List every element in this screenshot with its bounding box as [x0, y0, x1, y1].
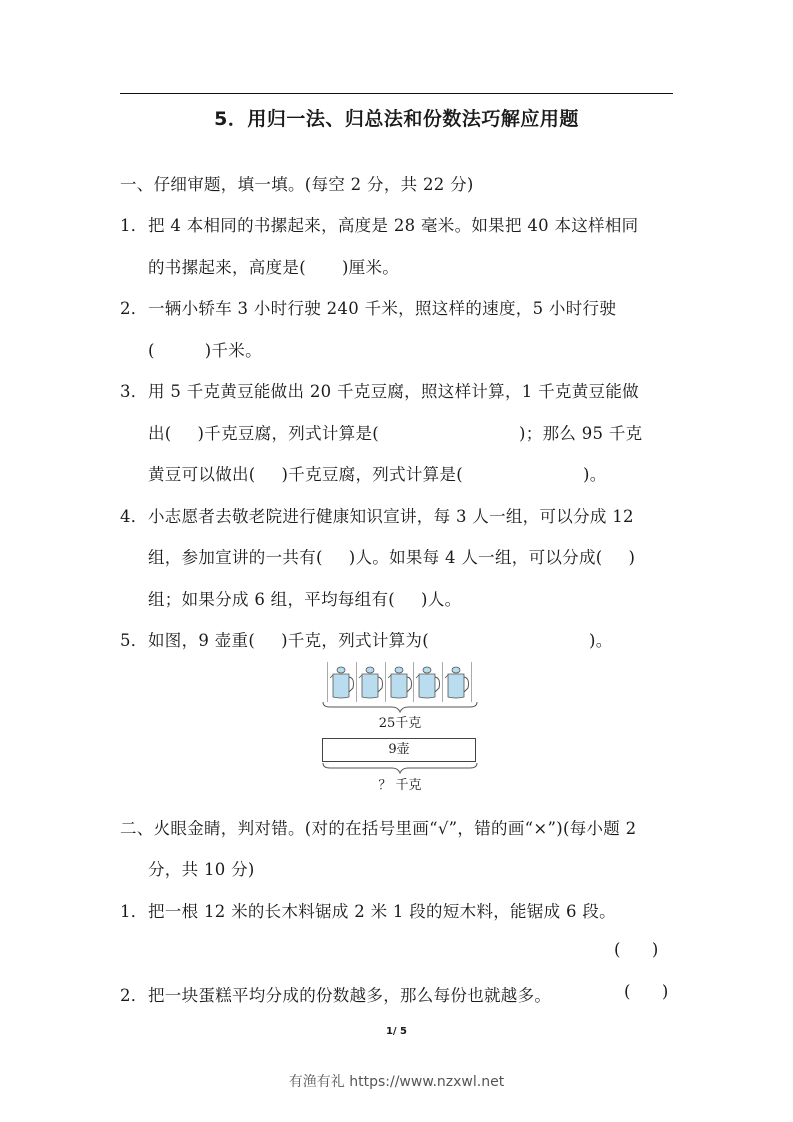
q4-text-c: )	[628, 548, 636, 567]
q3-text-b: )千克豆腐，列式计算是(	[197, 424, 380, 443]
kettle-row	[327, 662, 472, 702]
kettle-icon	[443, 662, 472, 702]
q3-text-a: 出(	[148, 424, 172, 443]
q1-text: 把 4 本相同的书摞起来，高度是 28 毫米。如果把 40 本这样相同	[148, 216, 639, 235]
top-total-label: 25千克	[378, 716, 422, 731]
s2-q2-line	[120, 982, 680, 1006]
s2-q1-text: 把一根 12 米的长木料锯成 2 米 1 段的短木料，能锯成 6 段。	[148, 902, 616, 921]
q4-line2	[148, 544, 708, 568]
section1-heading: 一、仔细审题，填一填。(每空 2 分，共 22 分)	[120, 175, 474, 194]
q4-number: 4．	[120, 507, 148, 526]
s2-q1-line	[120, 898, 680, 922]
q1-text-a: 的书摞起来，高度是(	[148, 258, 306, 277]
q1-text-b: )厘米。	[341, 258, 400, 277]
q2-text-a: (	[148, 341, 155, 360]
bottom-brace-icon	[322, 762, 478, 774]
q4-text-e: )人。	[421, 590, 462, 609]
s2-q2-number: 2．	[120, 986, 148, 1005]
page-title: 5．用归一法、归总法和份数法巧解应用题	[214, 108, 579, 130]
page-number: 1/ 5	[385, 1026, 408, 1037]
q3-text-f: )。	[583, 465, 607, 484]
q5-text-c: )。	[588, 631, 613, 650]
q3-text: 用 5 千克黄豆能做出 20 千克豆腐，照这样计算，1 千克黄豆能做	[148, 382, 639, 401]
nine-kettles-box: 9壶	[322, 738, 476, 762]
kettle-icon	[357, 662, 386, 702]
s2-q2-answer-box[interactable]: ( )	[624, 982, 669, 1001]
footer-watermark: 有渔有礼 https://www.nzxwl.net	[288, 1074, 505, 1090]
q5-line1	[120, 627, 680, 651]
q1-number: 1．	[120, 216, 148, 235]
q2-text-b: )千米。	[204, 341, 262, 360]
q3-line2	[148, 420, 708, 444]
section2-heading-line1: 二、火眼金睛，判对错。(对的在括号里画“√”，错的画“×”)(每小题 2	[120, 819, 637, 838]
q4-line3	[148, 586, 708, 610]
q1-line1	[120, 212, 680, 236]
kettle-icon	[414, 662, 443, 702]
q2-number: 2．	[120, 299, 148, 318]
q3-number: 3．	[120, 382, 148, 401]
q2-line2	[148, 337, 708, 361]
q4-text-b: )人。如果每 4 人一组，可以分成(	[348, 548, 603, 567]
q3-text-d: 黄豆可以做出(	[148, 465, 256, 484]
bottom-total-label: ？ 千克	[378, 778, 422, 793]
kettle-figure	[320, 662, 480, 797]
q3-line3	[148, 461, 708, 485]
q5-text-a: 如图，9 壶重(	[148, 631, 256, 650]
q4-line1	[120, 503, 680, 527]
s2-q2-text: 把一块蛋糕平均分成的份数越多，那么每份也就越多。	[148, 986, 552, 1005]
header-rule	[120, 93, 673, 94]
q2-text: 一辆小轿车 3 小时行驶 240 千米，照这样的速度，5 小时行驶	[148, 299, 617, 318]
q3-line1	[120, 378, 680, 402]
q4-text: 小志愿者去敬老院进行健康知识宣讲，每 3 人一组，可以分成 12	[148, 507, 634, 526]
section2-heading-line2: 分，共 10 分)	[148, 860, 255, 879]
q3-text-c: )；那么 95 千克	[519, 424, 643, 443]
q2-line1	[120, 295, 680, 319]
q3-text-e: )千克豆腐，列式计算是(	[281, 465, 464, 484]
q1-line2	[148, 254, 708, 278]
q5-number: 5．	[120, 631, 148, 650]
q4-text-a: 组，参加宣讲的一共有(	[148, 548, 323, 567]
kettle-icon	[328, 662, 357, 702]
kettle-icon	[386, 662, 415, 702]
s2-q1-answer-box[interactable]: ( )	[614, 940, 659, 959]
q5-text-b: )千克，列式计算为(	[281, 631, 429, 650]
q4-text-d: 组；如果分成 6 组，平均每组有(	[148, 590, 396, 609]
s2-q1-number: 1．	[120, 902, 148, 921]
